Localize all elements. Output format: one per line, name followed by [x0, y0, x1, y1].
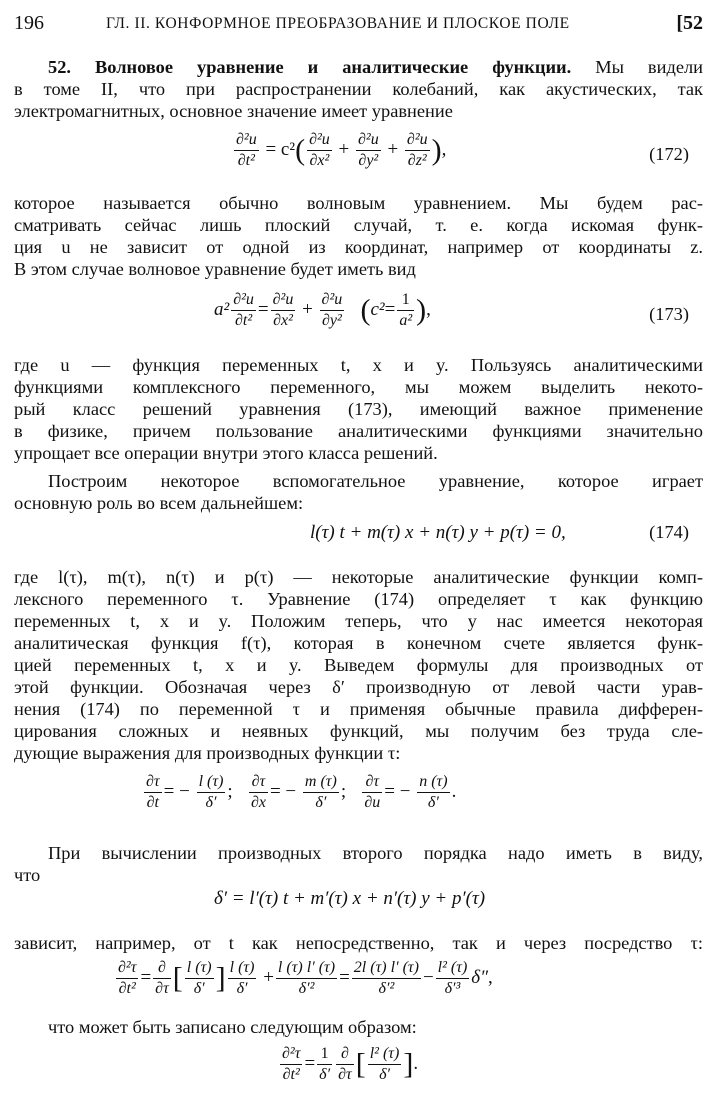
text-line: основную роль во всем дальнейшем:: [14, 493, 304, 513]
text-line: в физике, причем пользование аналитическими функциями значительно: [14, 421, 703, 441]
text-line: функциями комплексного переменного, мы можем выделить некото-: [14, 377, 703, 397]
equation-final: $\frac{\text{∂²τ}}{\text{∂t²}}$ = $\frac{1}{\delta'}$ $\frac{\partial}{\partial\tau}$ [ $\frac{\text{l² (τ)}}{\delta'}$ ].: [282, 1045, 419, 1083]
section-number: [52: [676, 12, 703, 34]
text-line: в томе II, что при распространении колебаний, как акустических, так: [14, 79, 703, 99]
equation-173: a² $\frac{\text{∂²u}}{\text{∂t²}}$ = $\frac{\text{∂²u}}{\text{∂x²}}$ + $\frac{\text{∂²u}}{\text{∂y²}}$ (c²= $\frac{1}{\text{a²}}$ ), (173): [214, 291, 689, 329]
text-line: При вычислении производных второго порядка надо иметь в виду,: [48, 843, 703, 863]
equation-number: (172): [649, 144, 689, 164]
text-line: где l(τ), m(τ), n(τ) и p(τ) — некоторые аналитические функции комп-: [14, 567, 703, 587]
paragraph-2: [14, 192, 703, 280]
text-line: упрощает все операции внутри этого класса решений.: [14, 443, 438, 463]
text-line: переменных t, x и y. Положим теперь, что у нас имеется некоторая: [14, 611, 703, 631]
paragraph-6: [14, 842, 703, 886]
equation-derivatives: $\frac{\partial\tau}{\partial t}$ = − $\frac{l (\tau)}{\delta'}$ ; $\frac{\partial\tau}{\partial x}$ = − $\frac{m (\tau)}{\delta'}$ ; $\frac{\partial\tau}{\partial u}$ = − $\frac{n (\tau)}{\delta'}$ .: [146, 773, 457, 811]
equation-delta-prime: δ′ = l′(τ) t + m′(τ) x + n′(τ) y + p′(τ): [214, 888, 486, 909]
text-line: где u — функция переменных t, x и y. Пользуясь аналитическими: [14, 355, 703, 375]
text-line: цирования сложных и неявных функций, мы получим без труда сле-: [14, 721, 703, 741]
paragraph-4: [14, 470, 703, 514]
equation-number: (174): [649, 522, 689, 542]
text-line: сматривать сейчас лишь плоский случай, т. е. когда искомая функ-: [14, 215, 703, 235]
text-line: цией переменных t, x и y. Выведем формулы для производных от: [14, 655, 703, 675]
paragraph-7: [14, 932, 703, 954]
text-line: Построим некоторое вспомогательное уравнение, которое играет: [48, 471, 703, 491]
text-line: дующие выражения для производных функции τ:: [14, 743, 401, 763]
text-line: этой функции. Обозначая через δ′ производную от левой части урав-: [14, 677, 703, 697]
equation-172: $\frac{\text{∂²u}}{\text{∂t²}}$ = c²( $\frac{\text{∂²u}}{\text{∂x²}}$ + $\frac{\text{∂²u}}{\text{∂y²}}$ + $\frac{\text{∂²u}}{\text{∂z²}}$ ), (172): [236, 131, 689, 169]
text-line: зависит, например, от t как непосредственно, так и через посредство τ:: [14, 933, 703, 953]
equation-second-derivative: $\frac{\text{∂²τ}}{\text{∂t²}}$ = $\frac{\partial}{\partial\tau}$ [ $\frac{l (\tau)}{\delta'}$ ] $\frac{l (\tau)}{\delta'}$ + $\frac{l (\tau) l' (\tau)}{\text{δ′²}}$ = $\frac{2l (\tau) l' (\tau)}{\text{δ′²}}$ − $\frac{\text{l² (τ)}}{\text{δ′³}}$ δ″,: [118, 959, 493, 997]
text-line: ция u не зависит от одной из координат, например от координаты z.: [14, 237, 703, 257]
text-line: лексного переменного τ. Уравнение (174) определяет τ как функцию: [14, 589, 703, 609]
paragraph-8: [14, 1016, 703, 1038]
text-line: 52. Волновое уравнение и аналитические функции. Мы видели: [48, 57, 703, 77]
page-number: 196: [14, 12, 44, 34]
text-line: нения (174) по переменной τ и применяя обычные правила дифферен-: [14, 699, 703, 719]
text-line: В этом случае волновое уравнение будет иметь вид: [14, 259, 416, 279]
paragraph-intro: [14, 56, 703, 122]
paragraph-5: [14, 566, 703, 764]
text-line: что: [14, 865, 41, 885]
text-line: электромагнитных, основное значение имеет уравнение: [14, 101, 453, 121]
section-title: 52. Волновое уравнение и аналитические функции.: [48, 57, 572, 77]
equation-174: l(τ) t + m(τ) x + n(τ) y + p(τ) = 0, (174): [310, 522, 689, 543]
text-line: рый класс решений уравнения (173), имеющий важное применение: [14, 399, 703, 419]
text-line: которое называется обычно волновым уравнением. Мы будем рас-: [14, 193, 703, 213]
paragraph-3: [14, 354, 703, 464]
text-line: что может быть записано следующим образом:: [48, 1017, 417, 1037]
equation-number: (173): [649, 304, 689, 324]
running-header: [14, 12, 703, 40]
chapter-title: ГЛ. II. КОНФОРМНОЕ ПРЕОБРАЗОВАНИЕ И ПЛОСКОЕ ПОЛЕ: [106, 15, 570, 32]
text-line: аналитическая функция f(τ), которая в конечном счете является функ-: [14, 633, 703, 653]
